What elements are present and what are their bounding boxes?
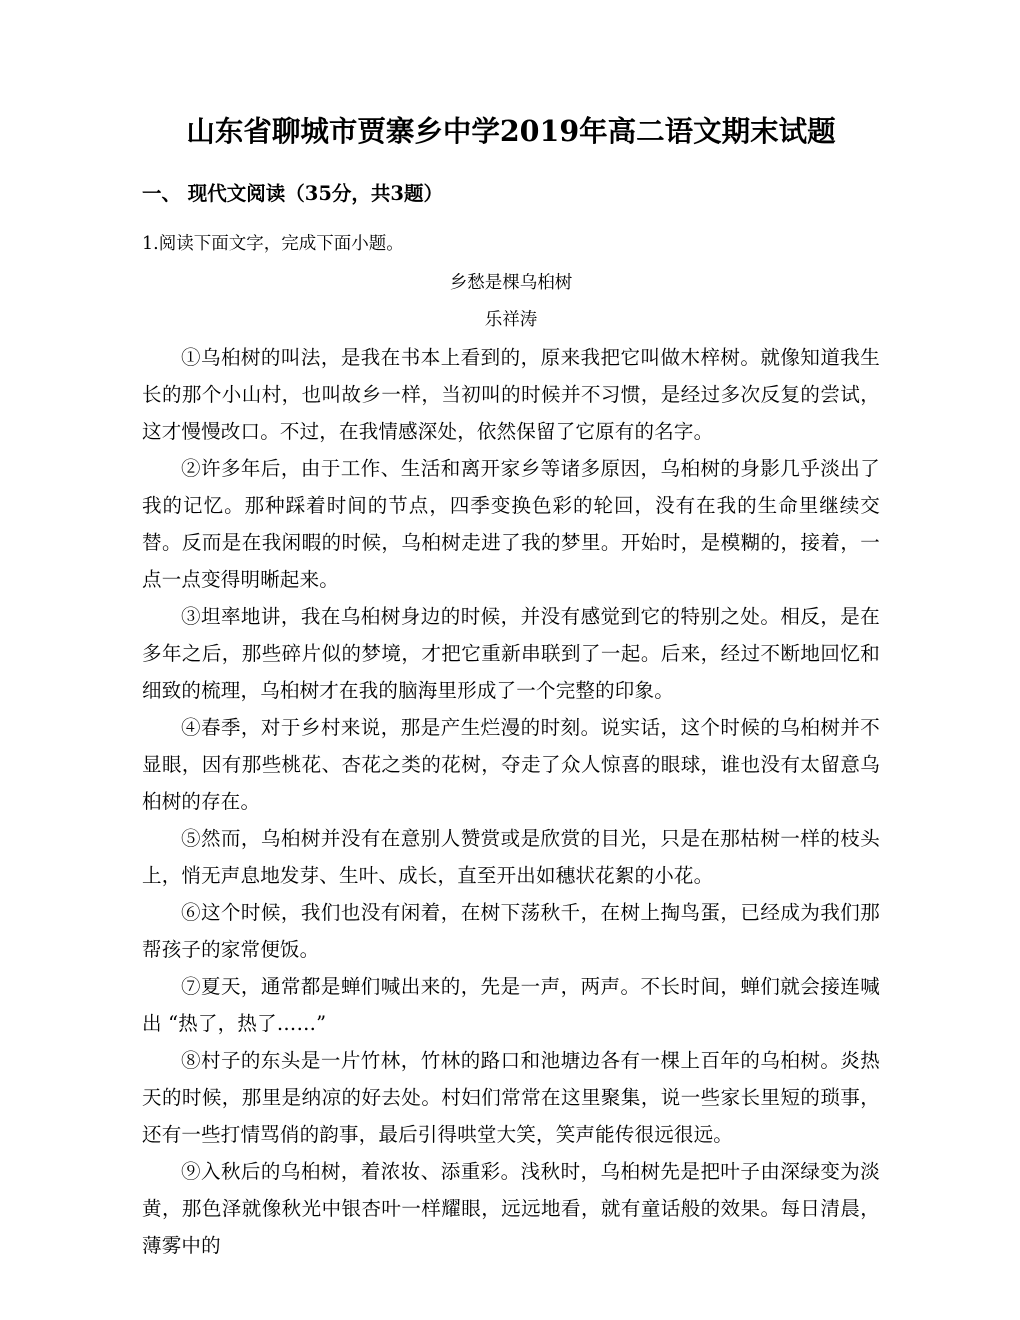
article-paragraph: ⑨入秋后的乌桕树，着浓妆、添重彩。浅秋时，乌桕树先是把叶子由深绿变为淡黄，那色泽就像秋光中银杏叶一样耀眼，远远地看，就有童话般的效果。每日清晨，薄雾中的 [142, 1160, 880, 1257]
article-paragraph: ⑧村子的东头是一片竹林，竹林的路口和池塘边各有一棵上百年的乌桕树。炎热天的时候，那里是纳凉的好去处。村妇们常常在这里聚集，说一些家长里短的琐事，还有一些打情骂俏的韵事，最后引得哄堂大笑，笑声能传很远很远。 [142, 1049, 880, 1146]
article-paragraph: ①乌桕树的叫法，是我在书本上看到的，原来我把它叫做木梓树。就像知道我生长的那个小山村，也叫故乡一样，当初叫的时候并不习惯，是经过多次反复的尝试，这才慢慢改口。不过，在我情感深处，依然保留了它原有的名字。 [142, 346, 880, 443]
section-heading-modern-reading: 一、 现代文阅读（35分，共3题） [142, 182, 443, 205]
article-paragraph: ⑦夏天，通常都是蝉们喊出来的，先是一声，两声。不长时间，蝉们就会接连喊出 “热了，热了……” [142, 975, 880, 1035]
page-title: 山东省聊城市贾寨乡中学2019年高二语文期末试题 [186, 114, 836, 148]
article-paragraph: ②许多年后，由于工作、生活和离开家乡等诸多原因，乌桕树的身影几乎淡出了我的记忆。那种踩着时间的节点，四季变换色彩的轮回，没有在我的生命里继续交替。反而是在我闲暇的时候，乌桕树走进了我的梦里。开始时，是模糊的，接着，一点一点变得明晰起来。 [142, 457, 880, 591]
article-title: 乡愁是棵乌桕树 [449, 273, 573, 293]
article-author: 乐祥涛 [484, 310, 538, 330]
question-1-prompt: 1.阅读下面文字，完成下面小题。 [142, 234, 404, 254]
document-content [142, 0, 880, 1264]
article-paragraph: ④春季，对于乡村来说，那是产生烂漫的时刻。说实话，这个时候的乌桕树并不显眼，因有那些桃花、杏花之类的花树，夺走了众人惊喜的眼球，谁也没有太留意乌桕树的存在。 [142, 716, 880, 813]
article-paragraph: ⑤然而，乌桕树并没有在意别人赞赏或是欣赏的目光，只是在那枯树一样的枝头上，悄无声息地发芽、生叶、成长，直至开出如穗状花絮的小花。 [142, 827, 880, 887]
article-paragraph: ⑥这个时候，我们也没有闲着，在树下荡秋千，在树上掏鸟蛋，已经成为我们那帮孩子的家常便饭。 [142, 901, 880, 961]
article-paragraph: ③坦率地讲，我在乌桕树身边的时候，并没有感觉到它的特别之处。相反，是在多年之后，那些碎片似的梦境，才把它重新串联到了一起。后来，经过不断地回忆和细致的梳理，乌桕树才在我的脑海里形成了一个完整的印象。 [142, 605, 880, 702]
